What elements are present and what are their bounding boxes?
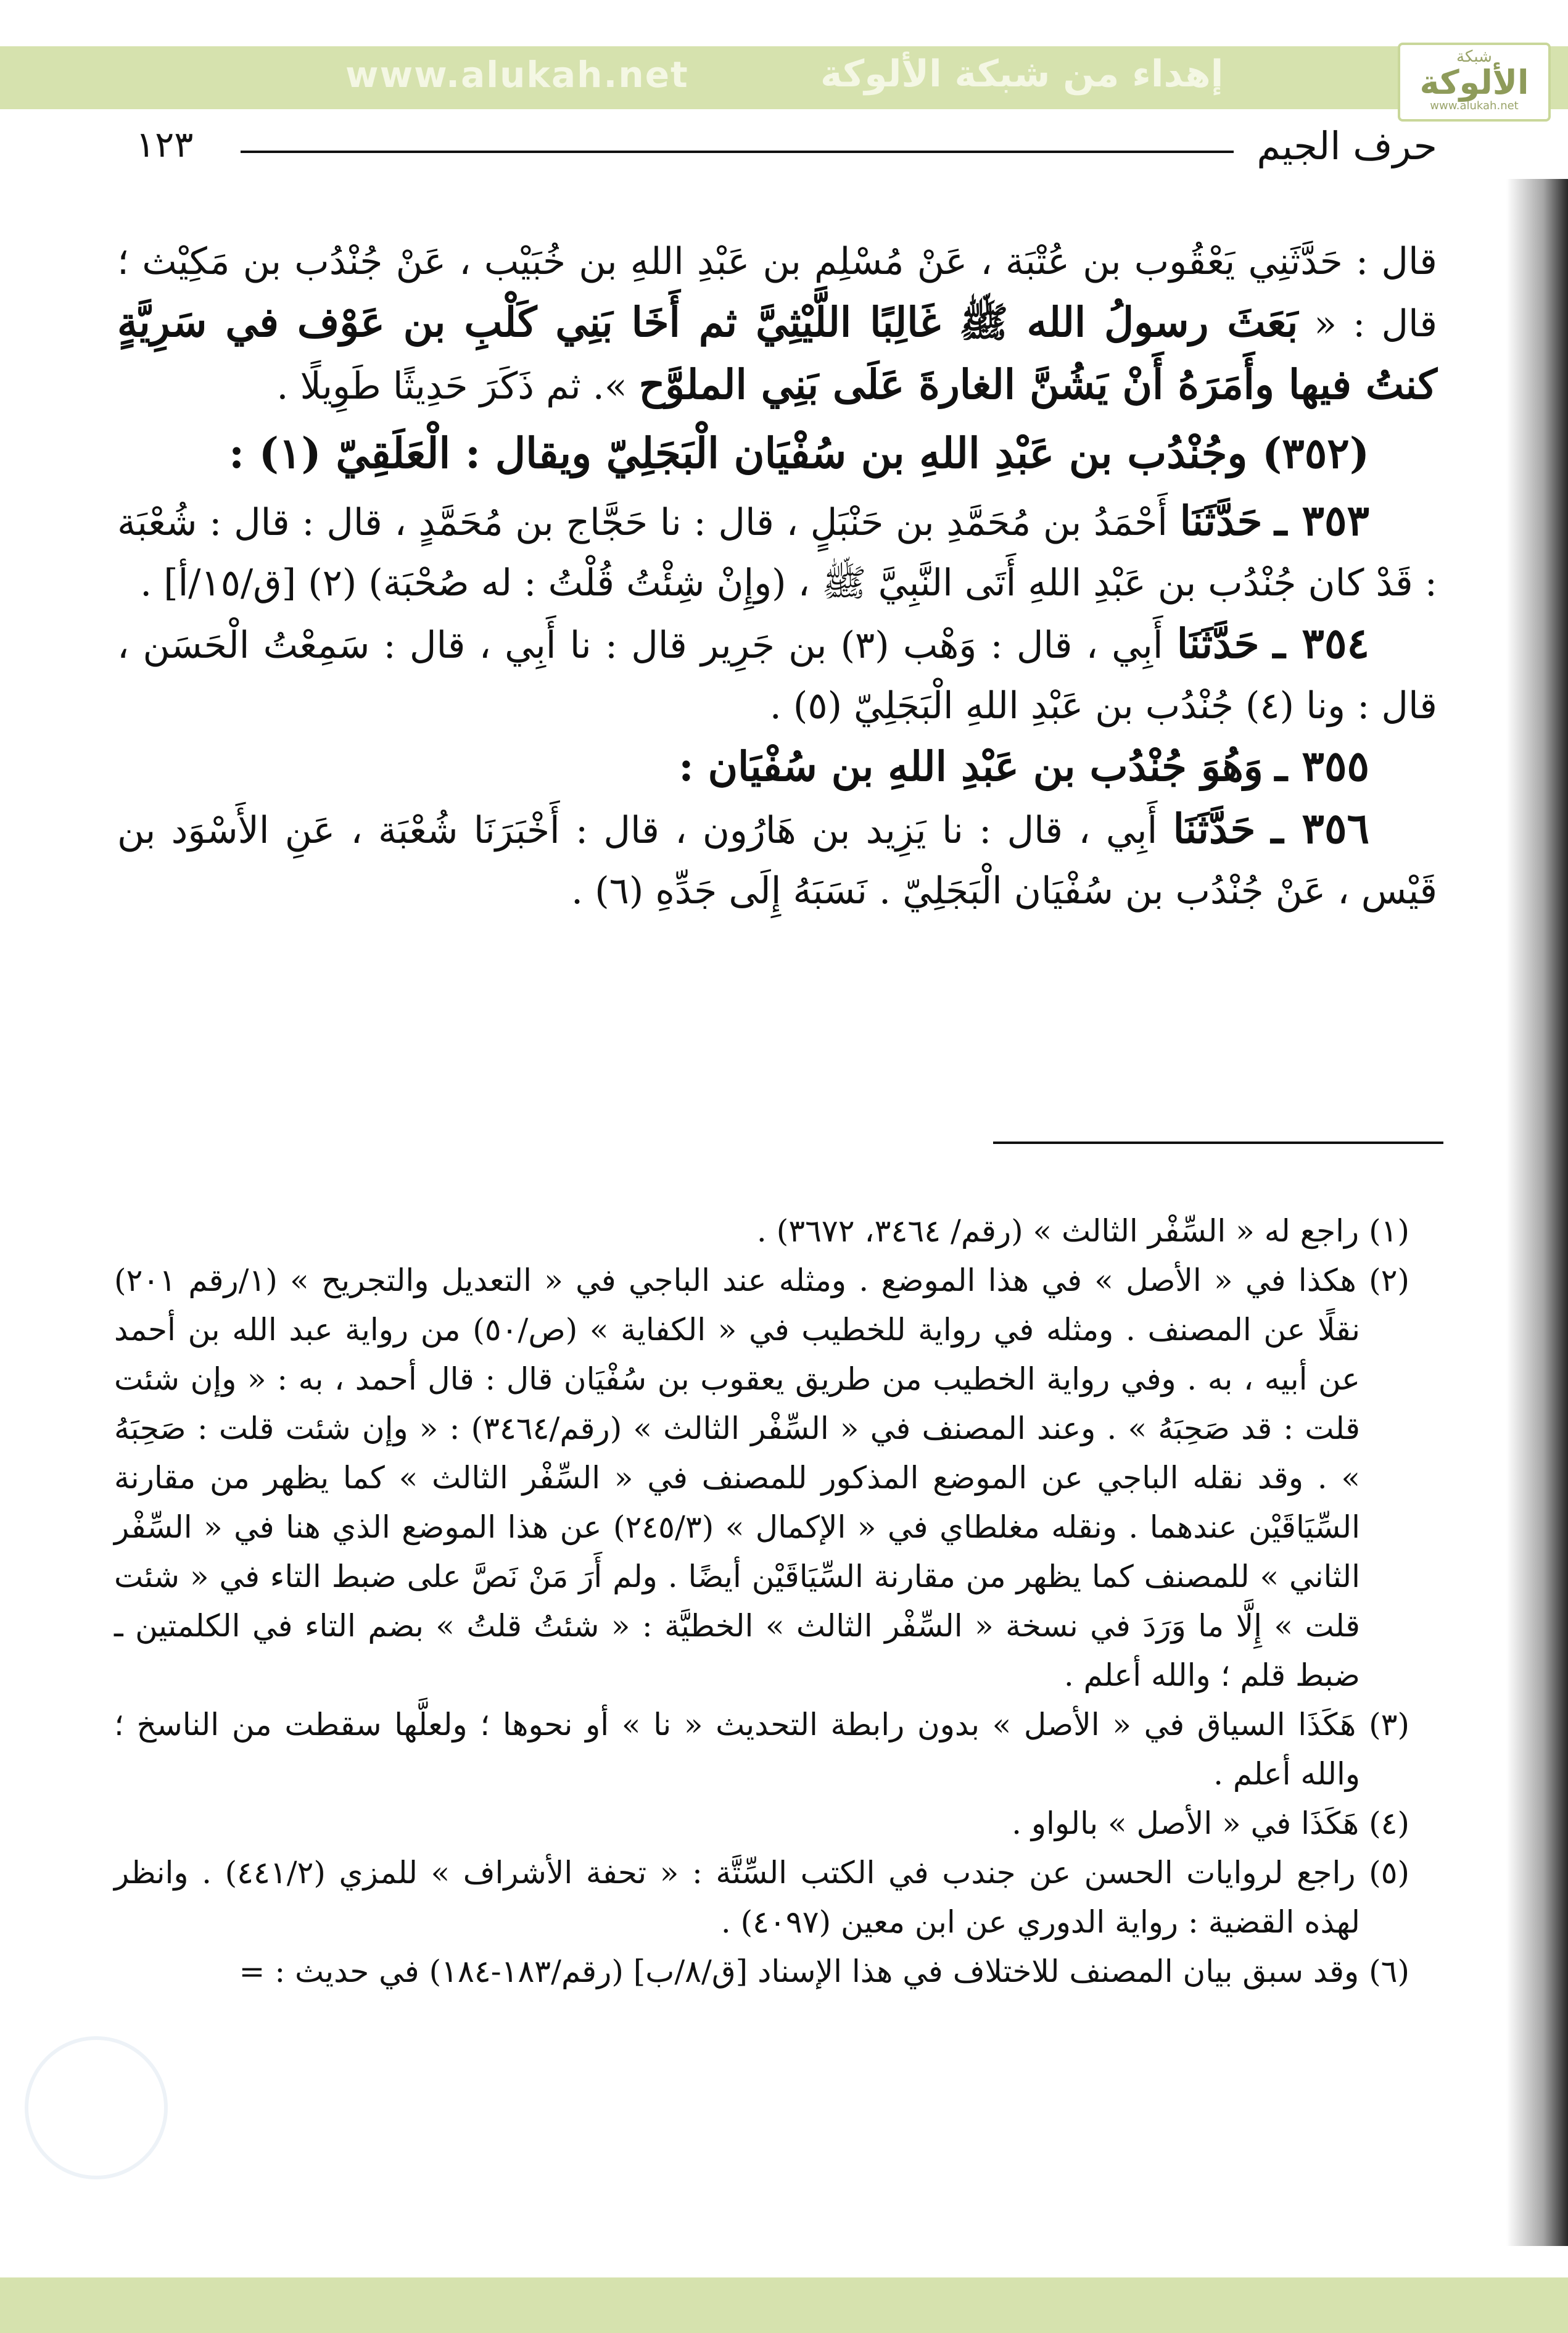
footnote-number: (١)	[1369, 1213, 1409, 1249]
footnote-text: وقد سبق بيان المصنف للاختلاف في هذا الإسناد [ق/٨/ب] (رقم/١٨٣-١٨٤) في حديث : =	[239, 1954, 1360, 1989]
chapter-title: حرف الجيم	[1256, 123, 1437, 168]
logo-url-text: www.alukah.net	[1430, 99, 1519, 112]
footnote-1	[114, 1206, 1409, 1256]
hadith-number: ٣٥٦ ـ	[1271, 804, 1369, 853]
hadith-label: حَدَّثَنَا	[1176, 620, 1260, 668]
hadith-354	[117, 613, 1437, 736]
footnote-text: راجع له « السِّفْر الثالث » (رقم/ ٣٤٦٤، ٣٦٧٢) .	[756, 1213, 1360, 1249]
footnote-text: راجع لروايات الحسن عن جندب في الكتب السِّتَّة : « تحفة الأشراف » للمزي (٤٤١/٢) . وانظر لهذه القضية : رواية الدوري عن ابن معين (٤٠٩٧) .	[114, 1855, 1360, 1940]
hadith-355	[117, 736, 1437, 798]
footnote-4	[114, 1799, 1409, 1848]
hadith-353	[117, 491, 1437, 613]
footnote-number: (٣)	[1369, 1707, 1409, 1742]
footnote-number: (٤)	[1369, 1805, 1409, 1841]
hadith-label: حَدَّثَنَا	[1179, 497, 1263, 545]
footnote-number: (٦)	[1369, 1954, 1409, 1989]
narration-paragraph	[117, 231, 1437, 416]
footnote-number: (٥)	[1369, 1855, 1409, 1891]
header-rule	[241, 151, 1234, 153]
footnote-separator	[993, 1142, 1443, 1144]
hadith-text: أَبِي ، قال : نا يَزِيد بن هَارُون ، قال : أَخْبَرَنَا شُعْبَة ، عَنِ الأَسْوَد بن قَيْس ، عَنْ جُنْدُب بن سُفْيَان الْبَجَلِيّ . نَسَبَهُ إِلَى جَدِّهِ (٦) .	[117, 809, 1437, 913]
running-header	[136, 123, 1437, 179]
hadith-356	[117, 798, 1437, 921]
hadith-text: أَبِي ، قال : وَهْب (٣) بن جَرِير قال : نا أَبِي ، قال : سَمِعْتُ الْحَسَن ، قال : ونا (٤) جُنْدُب بن عَبْدِ اللهِ الْبَجَلِيّ (٥) .	[117, 624, 1437, 727]
hadith-number: ٣٥٣ ـ	[1274, 496, 1370, 545]
entry-heading-352: (٣٥٢) وجُنْدُب بن عَبْدِ اللهِ بن سُفْيَان الْبَجَلِيّ ويقال : الْعَلَقِيّ (١) :	[228, 429, 1369, 478]
footnote-3	[114, 1700, 1409, 1799]
hadith-label: حَدَّثَنَا	[1173, 805, 1256, 853]
hadith-number: ٣٥٥ ـ	[1274, 742, 1369, 791]
narration-end: ». ثم ذَكَرَ حَدِيثًا طَوِيلًا .	[276, 365, 627, 408]
banner-gift-text: إهداء من شبكة الألوكة	[820, 52, 1224, 96]
narration-quote: بَعَثَ رسولُ الله ﷺ غَالِبًا اللَّيْثِيَّ ثم أَخَا بَنِي كَلْبِ بن عَوْف في سَرِيَّةٍ كنتُ فيها وأَمَرَهُ أَنْ يَشُنَّ الغارةَ عَلَى بَنِي الملوَّح	[117, 298, 1437, 408]
footnote-text: هَكَذَا في « الأصل » بالواو .	[1012, 1805, 1360, 1841]
scan-shadow-edge	[1506, 179, 1568, 2246]
narration-intro: قال : حَدَّثَنِي يَعْقُوب بن عُتْبَة ، عَنْ مُسْلِم بن عَبْدِ اللهِ بن خُبَيْب ، عَنْ جُنْدُب بن مَكِيْث ؛ قال : «	[117, 240, 1437, 346]
footnote-text: هكذا في « الأصل » في هذا الموضع . ومثله عند الباجي في « التعديل والتجريح » (١/رقم ٢٠١) نقلًا عن المصنف . ومثله في رواية للخطيب في « الكفاية » (ص/٥٠) من رواية عبد الله بن أحمد عن أبيه ، به . وفي رواية الخطيب من طريق يعقوب بن سُفْيَان قال : قال أحمد ، به : « وإن شئت قلت : قد صَحِبَهُ » . وعند المصنف في « السِّفْر الثالث » (رقم/٣٤٦٤) : « وإن شئت قلت : صَحِبَهُ » . وقد نقله الباجي عن الموضع المذكور للمصنف في « السِّفْر الثالث » كما يظهر من مقارنة السِّيَاقَيْن عندهما . ونقله مغلطاي في « الإكمال » (٢٤٥/٣) عن هذا الموضع الذي هنا في « السِّفْر الثاني » للمصنف كما يظهر من مقارنة السِّيَاقَيْن أيضًا . ولم أَرَ مَنْ نَصَّ على ضبط التاء في « شئت قلت » إِلَّا ما وَرَدَ في نسخة « السِّفْر الثالث » الخطيَّة : « شئتُ قلتُ » بضم التاء في الكلمتين ـ ضبط قلم ؛ والله أعلم .	[114, 1262, 1361, 1693]
banner-site-url[interactable]: www.alukah.net	[345, 54, 689, 96]
footnote-2	[114, 1256, 1409, 1700]
footnote-text: هَكَذَا السياق في « الأصل » بدون رابطة التحديث « نا » أو نحوها ؛ ولعلَّها سقطت من الناسخ ؛ والله أعلم .	[114, 1707, 1360, 1792]
page-number: ١٢٣	[136, 123, 194, 165]
hadith-heading-text: وَهُوَ جُنْدُب بن عَبْدِ اللهِ بن سُفْيَان :	[679, 742, 1263, 790]
logo-top-text: شبكة	[1456, 48, 1492, 66]
alukah-logo[interactable]	[1398, 43, 1551, 122]
site-banner	[0, 46, 1568, 112]
main-text	[117, 231, 1437, 921]
footer-band	[0, 2277, 1568, 2333]
logo-main-text: الألوكة	[1419, 63, 1529, 102]
hadith-text: أَحْمَدُ بن مُحَمَّدِ بن حَنْبَلٍ ، قال : نا حَجَّاج بن مُحَمَّدٍ ، قال : قال : شُعْبَة : قَدْ كان جُنْدُب بن عَبْدِ اللهِ أَتَى النَّبِيَّ ﷺ ، (وإِنْ شِئْتُ قُلْتُ : له صُحْبَة) (٢) [ق/١٥/أ] .	[117, 501, 1437, 605]
hadith-number: ٣٥٤ ـ	[1273, 619, 1369, 668]
footnote-5	[114, 1848, 1409, 1947]
footnote-number: (٢)	[1369, 1262, 1410, 1298]
footnote-6	[114, 1947, 1409, 1996]
watermark-logo-icon	[25, 2036, 168, 2179]
footnotes	[114, 1206, 1409, 1996]
